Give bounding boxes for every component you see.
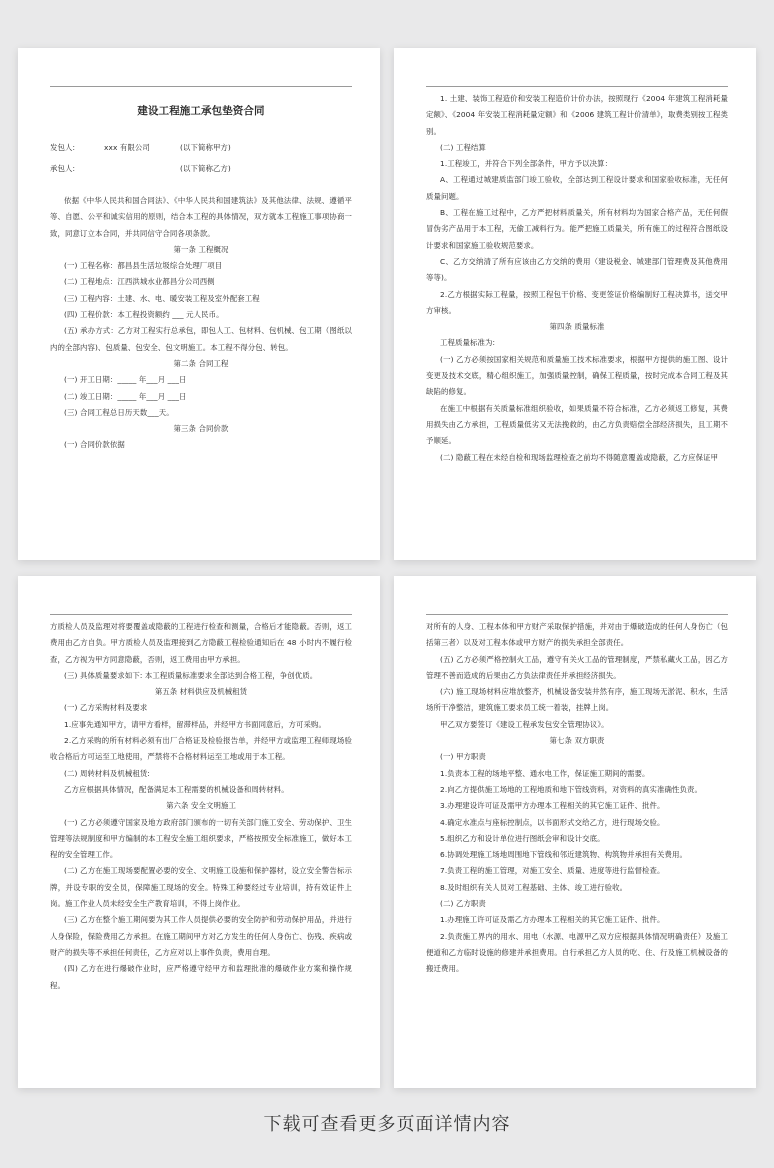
section-heading: 第一条 工程概况 [173,244,229,254]
document-page-1 [18,48,380,560]
paragraph: (一) 乙方必须按国家相关规范和质量施工技术标准要求，根据甲方提供的施工图、设计变更及技术交底，精心组织施工，加强质量控制，确保工程质量，按时完成本合同工程及其缺陷的修复。 [426,354,728,397]
paragraph: 8.及时组织有关人员对工程基础、主体、竣工进行验收。 [440,882,628,892]
paragraph: (三) 工程内容：土建、水、电、暖安装工程及室外配套工程 [64,293,260,303]
paragraph: (二) 工程地点：江西洪城水业都昌分公司西侧 [64,277,215,287]
paragraph: 2.乙方根据实际工程量，按照工程包干价格、变更签证价格编制好工程决算书，送交甲方审核。 [426,289,728,315]
document-page-2 [394,48,756,560]
paragraph: 对所有的人身、工程本体和甲方财产采取保护措施，并对由于爆破造成的任何人身伤亡（包括第三者）以及对工程本体或甲方财产的损失承担全部责任。 [426,622,728,648]
paragraph: (一) 合同价款依据 [64,440,125,450]
download-more-link[interactable]: 下载可查看更多页面详情内容 [263,1114,511,1135]
page-1-content [50,86,352,540]
paragraph: 2.负责施工界内的用水、用电（水源、电源甲乙双方应根据具体情况明确责任）及施工便道和乙方临时设施的修建并承担费用。自行承担乙方人员的吃、住、行及施工机械设备的搬迁费用。 [426,931,728,974]
paragraph: B、工程在施工过程中，乙方严把材料质量关，所有材料均为国家合格产品，无任何假冒伪劣产品用于本工程，无偷工减料行为。能严把施工质量关，所有施工的过程符合图纸设计要求和国家施工验收规范要求。 [426,208,728,250]
paragraph: 在施工中根据有关质量标准组织验收，如果质量不符合标准，乙方必须返工修复，其费用损失由乙方承担，工程质量低劣又无法挽救的，由乙方负责赔偿全部经济损失，且工期不予顺延。 [426,403,728,446]
header-rule [50,86,352,87]
paragraph: 6.协调处理施工场地周围地下管线和邻近建筑物、构筑物并承担有关费用。 [440,850,688,860]
paragraph: C、乙方交纳清了所有应该由乙方交纳的费用（建设税金、城建部门管理费及其他费用等等)。 [426,256,728,283]
header-rule [426,86,728,87]
paragraph: (五) 承办方式：乙方对工程实行总承包，即包人工、包材料、包机械、包工期（图纸以内的全部内容)、包质量、包安全、包文明施工。本工程不得分包、转包。 [50,326,352,352]
document-page-3 [18,576,380,1088]
party-a-note: (以下简称甲方) [180,143,231,152]
paragraph: (二) 隐蔽工程在未经自检和现场监理检查之前均不得随意覆盖或隐蔽，乙方应保证甲 [440,452,719,462]
paragraph: (一) 乙方采购材料及要求 [64,703,148,713]
paragraph: 依据《中华人民共和国合同法》、《中华人民共和国建筑法》及其他法律、法规、遵循平等、自愿、公平和诚实信用的原则，结合本工程的具体情况，双方就本工程施工事项协商一致，同意订立本合同，并共同信守合同各项条款。 [50,196,352,238]
paragraph: (二) 竣工日期：_____ 年___月 ___日 [64,391,187,401]
paragraph: 4.确定水准点与座标控制点，以书面形式交给乙方，进行现场交验。 [440,817,665,827]
page-3-body [50,619,352,994]
paragraph: (六) 施工现场材料应堆放整齐，机械设备安装井然有序，施工现场无淤泥、积水，生活场所干净整洁，建筑施工要求员工统一着装，挂牌上岗。 [426,687,728,713]
paragraph: 甲乙双方要签订《建设工程承发包安全管理协议》。 [440,719,609,729]
paragraph: 3.办理建设许可证及需甲方办理本工程相关的其它施工证件、批件。 [440,801,665,811]
paragraph: 2.乙方采购的所有材料必须有出厂合格证及检验报告单，并经甲方或监理工程师现场验收合格后方可运至工地使用，严禁将不合格材料运至工地或用于本工程。 [50,736,352,762]
party-b-note: (以下简称乙方) [180,164,231,173]
page-3-content [50,614,352,1068]
paragraph: (一) 工程名称：都昌县生活垃圾综合处理厂项目 [64,261,223,271]
paragraph: 2.向乙方提供施工场地的工程地质和地下管线资料，对资料的真实准确性负责。 [440,784,702,794]
party-a-name: xxx 有限公司 [104,143,150,152]
paragraph: (四) 工程价款：本工程投资额约 ___ 元人民币。 [64,310,224,320]
paragraph: 7.负责工程的施工管理，对施工安全、质量、进度等进行监督检查。 [440,866,665,876]
section-heading: 第五条 材料供应及机械租赁 [154,687,248,697]
contract-title: 建设工程施工承包垫资合同 [137,105,265,117]
section-heading: 第七条 双方职责 [549,736,605,746]
paragraph: (一) 乙方必须遵守国家及地方政府部门颁布的一切有关部门施工安全、劳动保护、卫生管理等法规制度和甲方编制的本工程安全施工组织要求，严格按照安全标准施工，做好本工程的安全管理工作。 [50,817,352,860]
page-4-body [426,619,728,978]
paragraph: (二) 乙方在施工现场要配置必要的安全、文明施工设施和保护器材，设立安全警告标示牌，并设专职的安全员，保障施工现场的安全。特殊工种要经过专业培训，持有效证件上岗。施工作业人员未经安全生产教育培训，不得上岗作业。 [50,866,352,909]
paragraph: (二) 周转材料及机械租赁: [64,768,150,778]
document-page-4 [394,576,756,1088]
paragraph: (二) 乙方职责 [440,899,486,909]
paragraph: (三) 乙方在整个施工期间要为其工作人员提供必要的安全防护和劳动保护用品，并进行人身保险，保险费用乙方承担。在施工期间甲方对乙方发生的任何人身伤亡、伤残、疾病或财产的损失等不承担任何责任，乙方应对以上事件负责，费用自理。 [50,915,352,957]
page-2-body [426,91,728,466]
paragraph: (三) 具体质量要求如下: 本工程质量标准要求全部达到合格工程，争创优质。 [64,670,318,680]
paragraph: (五) 乙方必须严格控制火工品，遵守有关火工品的管理制度，严禁私藏火工品，因乙方管理不善而造成的后果由乙方负法律责任并承担经济损失。 [426,654,728,680]
party-a-row [50,137,352,158]
paragraph: 1. 土建、装饰工程造价和安装工程造价计价办法，按照现行《2004 年建筑工程消耗量定额》、《2004 年安装工程消耗量定额》和《2006 建筑工程计价清单》，取费类别按工程类别。 [426,94,728,136]
header-rule [50,614,352,615]
paragraph: (三) 合同工程总日历天数___天。 [64,407,174,417]
section-heading: 第二条 合同工程 [173,358,229,368]
paragraph: (一) 开工日期：_____ 年___月 ___日 [64,375,187,385]
paragraph: 乙方应根据具体情况，配备满足本工程需要的机械设备和周转材料。 [64,784,289,794]
section-heading: 第四条 质量标准 [549,322,605,332]
paragraph: A、工程通过城建质监部门竣工验收，全部达到工程设计要求和国家验收标准，无任何质量问题。 [426,175,728,201]
paragraph: (一) 甲方职责 [440,752,486,762]
paragraph: 方质检人员及监理对将要覆盖或隐蔽的工程进行检查和测量，合格后才能隐蔽。否则，返工费用由乙方自负。甲方质检人员及监理接到乙方隐蔽工程检验通知后在 48 小时内不履行检查，乙方视为甲方同意隐蔽，否则，返工费用由甲方承担。 [50,622,352,664]
page-4-content [426,614,728,1068]
section-heading: 第六条 安全文明施工 [166,801,236,811]
party-b-label: 承包人: [50,164,76,173]
page-2-content [426,86,728,540]
paragraph: (二) 工程结算 [440,142,486,152]
paragraph: 1.应事先通知甲方，请甲方看样，留滞样品，并经甲方书面同意后，方可采购。 [64,719,326,729]
section-heading: 第三条 合同价款 [173,424,229,434]
page-1-body [50,193,352,454]
paragraph: 工程质量标准为: [440,338,496,348]
paragraph: 1.负责本工程的场地平整、通水电工作，保证施工期间的需要。 [440,768,650,778]
paragraph: 5.组织乙方和设计单位进行图纸会审和设计交底。 [440,833,605,843]
header-rule [426,614,728,615]
paragraph: 1.办理施工许可证及需乙方办理本工程相关的其它施工证件、批件。 [440,915,665,925]
paragraph: (四) 乙方在进行爆破作业时，应严格遵守经甲方和监理批准的爆破作业方案和操作规程。 [50,964,352,990]
party-a-label: 发包人: [50,143,76,152]
party-b-row [50,158,352,179]
paragraph: 1.工程竣工，并符合下列全部条件，甲方予以决算： [440,159,613,169]
